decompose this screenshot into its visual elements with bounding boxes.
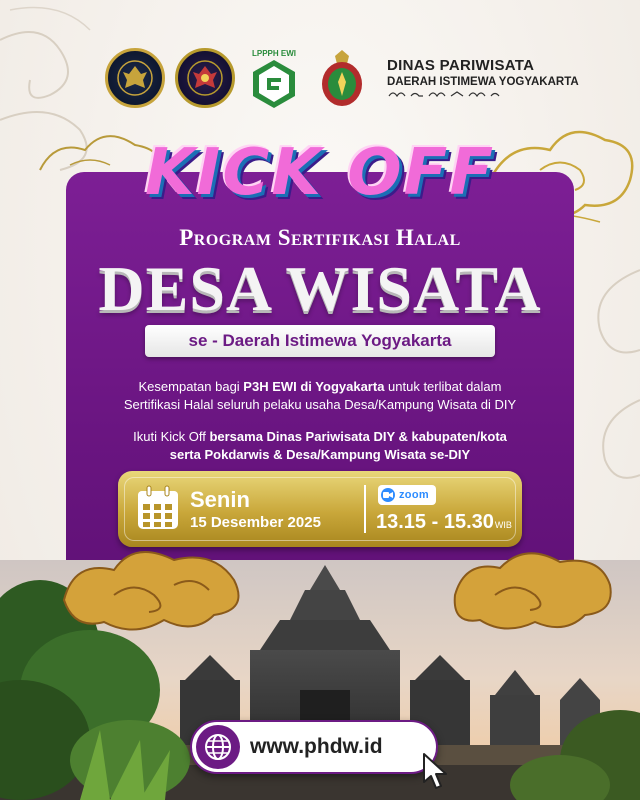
- zoom-camera-icon: [381, 488, 395, 502]
- zoom-badge: [378, 485, 436, 505]
- dinas-block: [387, 57, 579, 100]
- website-link[interactable]: [190, 720, 438, 774]
- program-title: Program Sertifikasi Halal: [179, 225, 461, 250]
- description-line-2: [0, 396, 640, 414]
- description-line-4: [0, 446, 640, 464]
- gold-cloud-right: [440, 540, 620, 640]
- event-timezone: WIB: [494, 520, 512, 530]
- website-url: www.phdw.id: [250, 735, 383, 758]
- lppph-ewi-logo: [245, 46, 303, 110]
- logo-row: [105, 38, 579, 118]
- desc-4-bold: serta Pokdarwis & Desa/Kampung Wisata se-DIY: [169, 447, 471, 462]
- kickoff-title: KICK OFF: [144, 136, 496, 210]
- description-line-3: [0, 428, 640, 446]
- calendar-icon: [136, 485, 180, 531]
- javanese-script-glyph: [387, 88, 507, 100]
- ministry-emblem-icon: [105, 48, 165, 108]
- globe-icon: [196, 725, 240, 769]
- datebar-divider: [364, 485, 366, 533]
- yogyakarta-crest-icon: [313, 46, 371, 110]
- desc-1-pre: Kesempatan bagi: [138, 379, 244, 394]
- region-text: se - Daerah Istimewa Yogyakarta: [188, 331, 452, 350]
- event-time: [376, 511, 512, 534]
- agency-emblem-icon: [175, 48, 235, 108]
- zoom-label: zoom: [399, 489, 429, 501]
- desc-2: Sertifikasi Halal seluruh pelaku usaha Desa/Kampung Wisata di DIY: [123, 397, 517, 412]
- gold-cloud-left: [54, 540, 254, 640]
- desc-1-bold: P3H EWI di Yogyakarta: [243, 379, 385, 394]
- dinas-title: DINAS PARIWISATA: [387, 56, 535, 74]
- dinas-subtitle: DAERAH ISTIMEWA YOGYAKARTA: [387, 75, 579, 88]
- desc-3-bold: bersama Dinas Pariwisata DIY & kabupaten/kota: [209, 429, 507, 444]
- desc-3-pre: Ikuti Kick Off: [133, 429, 210, 444]
- event-date-bar: [118, 471, 522, 547]
- desa-wisata-title: DESA WISATA: [98, 253, 542, 324]
- event-date: 15 Desember 2025: [190, 514, 321, 531]
- pointer-cursor-icon: [422, 752, 452, 792]
- event-time-value: 13.15 - 15.30: [376, 511, 494, 533]
- region-pill: [145, 325, 495, 357]
- desc-1-post: untuk terlibat dalam: [384, 379, 502, 394]
- description-line-1: [0, 378, 640, 396]
- lppph-ewi-text: LPPPH EWI: [251, 49, 297, 58]
- event-day: Senin: [190, 487, 250, 512]
